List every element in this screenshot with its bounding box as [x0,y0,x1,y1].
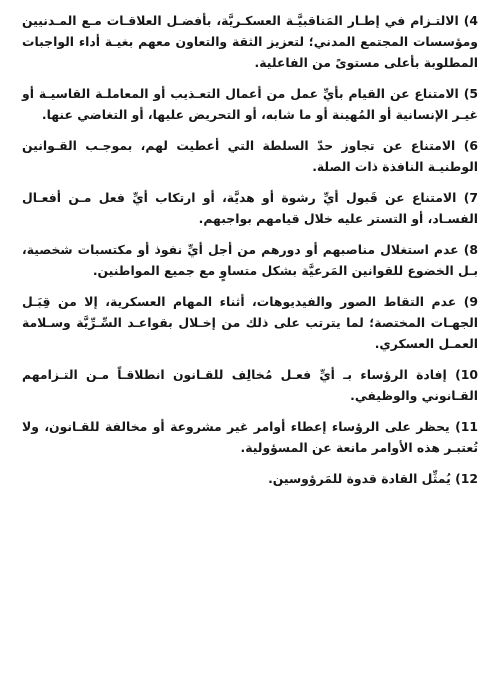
item-number: 4) [463,13,478,28]
item-number: 11) [455,419,478,434]
item-number: 12) [455,471,478,486]
list-item [22,135,478,177]
list-item [22,10,478,73]
item-text: إفادة الرؤساء بـ أيِّ فعـل مُخالِف للقـانون انطلاقـاً مـن التـزامهم القـانوني والوظيفي. [22,367,478,403]
item-text: عدم التقاط الصور والفيديوهات، أثناء المهام العسكرية، إلا من قِبَـل الجهـات المختصة؛ لما يترتب على ذلك من إخـلال بقواعـد السِّـرِّيَّة وسـلامة العمـل العسكري. [22,294,478,351]
item-text: عدم استغلال مناصبهم أو دورهم من أجل أيِّ نفوذ أو مكتسبات شخصية، بـل الخضوع للقوانين المَرعيَّة بشكل متساوٍ مع جميع المواطنين. [22,242,478,278]
list-item [22,291,478,354]
item-text: الامتناع عن قَبول أيِّ رشوة أو هديَّة، أو ارتكاب أيِّ فعل مـن أفعـال الفسـاد، أو التستر عليه خلال قيامهم بواجبهم. [22,190,478,226]
list-item [22,416,478,458]
item-number: 6) [463,138,478,153]
item-text: يُمثِّل القادة قدوة للمَرؤوسين. [268,471,451,486]
item-text: الامتناع عن القيام بأيِّ عمل من أعمال التعـذيب أو المعاملـة القاسيـة أو غيـر الإنسانية أو المُهينة أو ما شابه، أو التحريض عليها، أو التغاضي عنها. [22,86,478,122]
item-text: يحظر على الرؤساء إعطاء أوامر غير مشروعة أو مخالفة للقـانون، ولا تُعتبـر هذه الأوامر مانعة عن المسؤولية. [22,419,478,455]
item-number: 9) [463,294,478,309]
item-text: الالتـزام في إطـار المَناقبيَّـة العسكـريَّة، بأفضـل العلاقـات مـع المـدنيين ومؤسسات المجتمع المدني؛ لتعزيز الثقة والتعاون معهم بغيـة أداء الواجبات المطلوبة بأعلى مستوىً من الفاعلية. [22,13,478,70]
list-item [22,468,478,489]
item-number: 10) [455,367,478,382]
item-number: 5) [463,86,478,101]
item-number: 7) [463,190,478,205]
list-item [22,364,478,406]
list-item [22,187,478,229]
item-text: الامتناع عن تجاوز حدّ السلطة التي أعطيت لهم، بموجـب القـوانين الوطنيـة النافذة ذات الصلة. [22,138,478,174]
item-number: 8) [463,242,478,257]
list-item [22,83,478,125]
list-item [22,239,478,281]
